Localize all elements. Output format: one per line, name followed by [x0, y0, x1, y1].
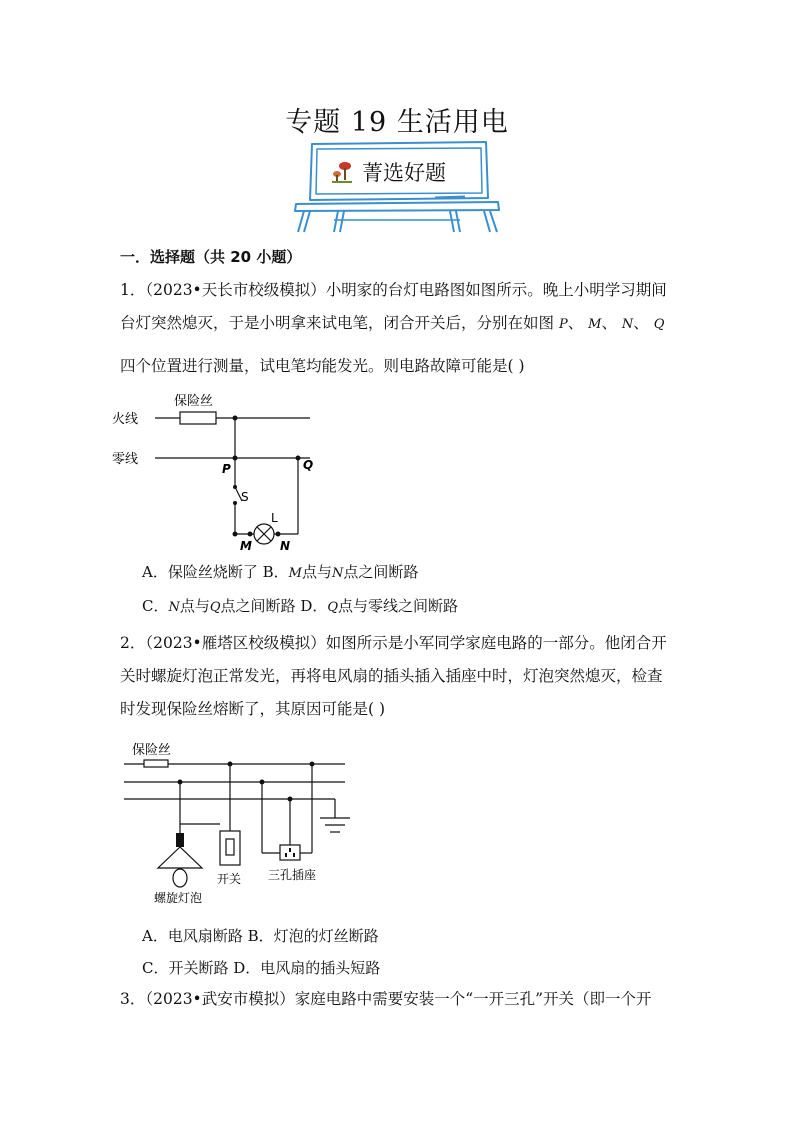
- q1-text-line2: 台灯突然熄灭，于是小明拿来试电笔，闭合开关后，分别在如图 P、 M、 N、 Q: [120, 314, 665, 332]
- label-live-wire: 火线: [112, 412, 139, 427]
- label-switch: 开关: [217, 872, 242, 886]
- switch-icon: [220, 831, 240, 865]
- q1-option-b[interactable]: B．M点与N点之间断路: [262, 563, 419, 581]
- banner-text: 菁选好题: [362, 161, 446, 185]
- label-s: S: [241, 490, 249, 504]
- label-spiral-bulb: 螺旋灯泡: [154, 891, 203, 905]
- var-q: Q: [653, 317, 665, 332]
- q1-circuit-diagram: [110, 385, 330, 555]
- q2-option-d[interactable]: D．电风扇的插头短路: [233, 959, 381, 977]
- q3-text-line1: 3．（2023•武安市模拟）家庭电路中需要安装一个“一开三孔”开关（即一个开: [120, 990, 652, 1008]
- var-n: N: [621, 317, 634, 332]
- var-m: M: [588, 317, 602, 332]
- label-p: P: [222, 462, 231, 476]
- section-heading: 一．选择题（共 20 小题）: [120, 248, 302, 266]
- label-n: N: [280, 539, 291, 553]
- q2-text-line3: 时发现保险丝熔断了，其原因可能是( ): [120, 700, 386, 718]
- mushroom-icon: [332, 162, 352, 182]
- q2-text-line1: 2．（2023•雁塔区校级模拟）如图所示是小军同学家庭电路的一部分。他闭合开: [120, 634, 667, 652]
- q2-options-row1: [142, 925, 379, 946]
- label-l: L: [271, 511, 278, 525]
- q1-option-c[interactable]: C．N点与Q点之间断路: [142, 597, 296, 615]
- label-m: M: [240, 539, 252, 553]
- lamp-shade-icon: [158, 847, 202, 868]
- q2-options-row2: [142, 957, 380, 978]
- q2-text-line2: 关时螺旋灯泡正常发光，再将电风扇的插头插入插座中时，灯泡突然熄灭，检查: [120, 667, 663, 685]
- page-title: 专题 19 生活用电: [285, 107, 509, 138]
- q2-option-b[interactable]: B．灯泡的灯丝断路: [247, 927, 379, 945]
- var-p: P: [558, 317, 568, 332]
- q1-options-row2: [142, 595, 458, 616]
- label-fuse: 保险丝: [174, 394, 214, 409]
- q2-option-c[interactable]: C．开关断路: [142, 959, 229, 977]
- q1-option-d[interactable]: D．Q点与零线之间断路: [300, 597, 459, 615]
- q2-circuit-diagram: [120, 738, 360, 908]
- label-fuse: 保险丝: [132, 743, 172, 758]
- bulb-icon: [173, 869, 187, 887]
- q1-options-row1: [142, 561, 418, 582]
- fuse-icon: [144, 760, 168, 767]
- label-neutral-wire: 零线: [112, 452, 139, 467]
- q1-text-line1: 1．（2023•天长市校级模拟）小明家的台灯电路图如图所示。晚上小明学习期间: [120, 281, 667, 299]
- label-three-hole-socket: 三孔插座: [268, 868, 317, 882]
- chalkboard-banner: [290, 140, 505, 235]
- three-hole-socket-icon: [280, 845, 300, 860]
- fuse-icon: [180, 412, 216, 424]
- q1-option-a[interactable]: A．保险丝烧断了: [142, 563, 258, 581]
- label-q: Q: [303, 458, 314, 472]
- q2-option-a[interactable]: A．电风扇断路: [142, 927, 243, 945]
- q1-text-line3: 四个位置进行测量，试电笔均能发光。则电路故障可能是( ): [120, 357, 525, 375]
